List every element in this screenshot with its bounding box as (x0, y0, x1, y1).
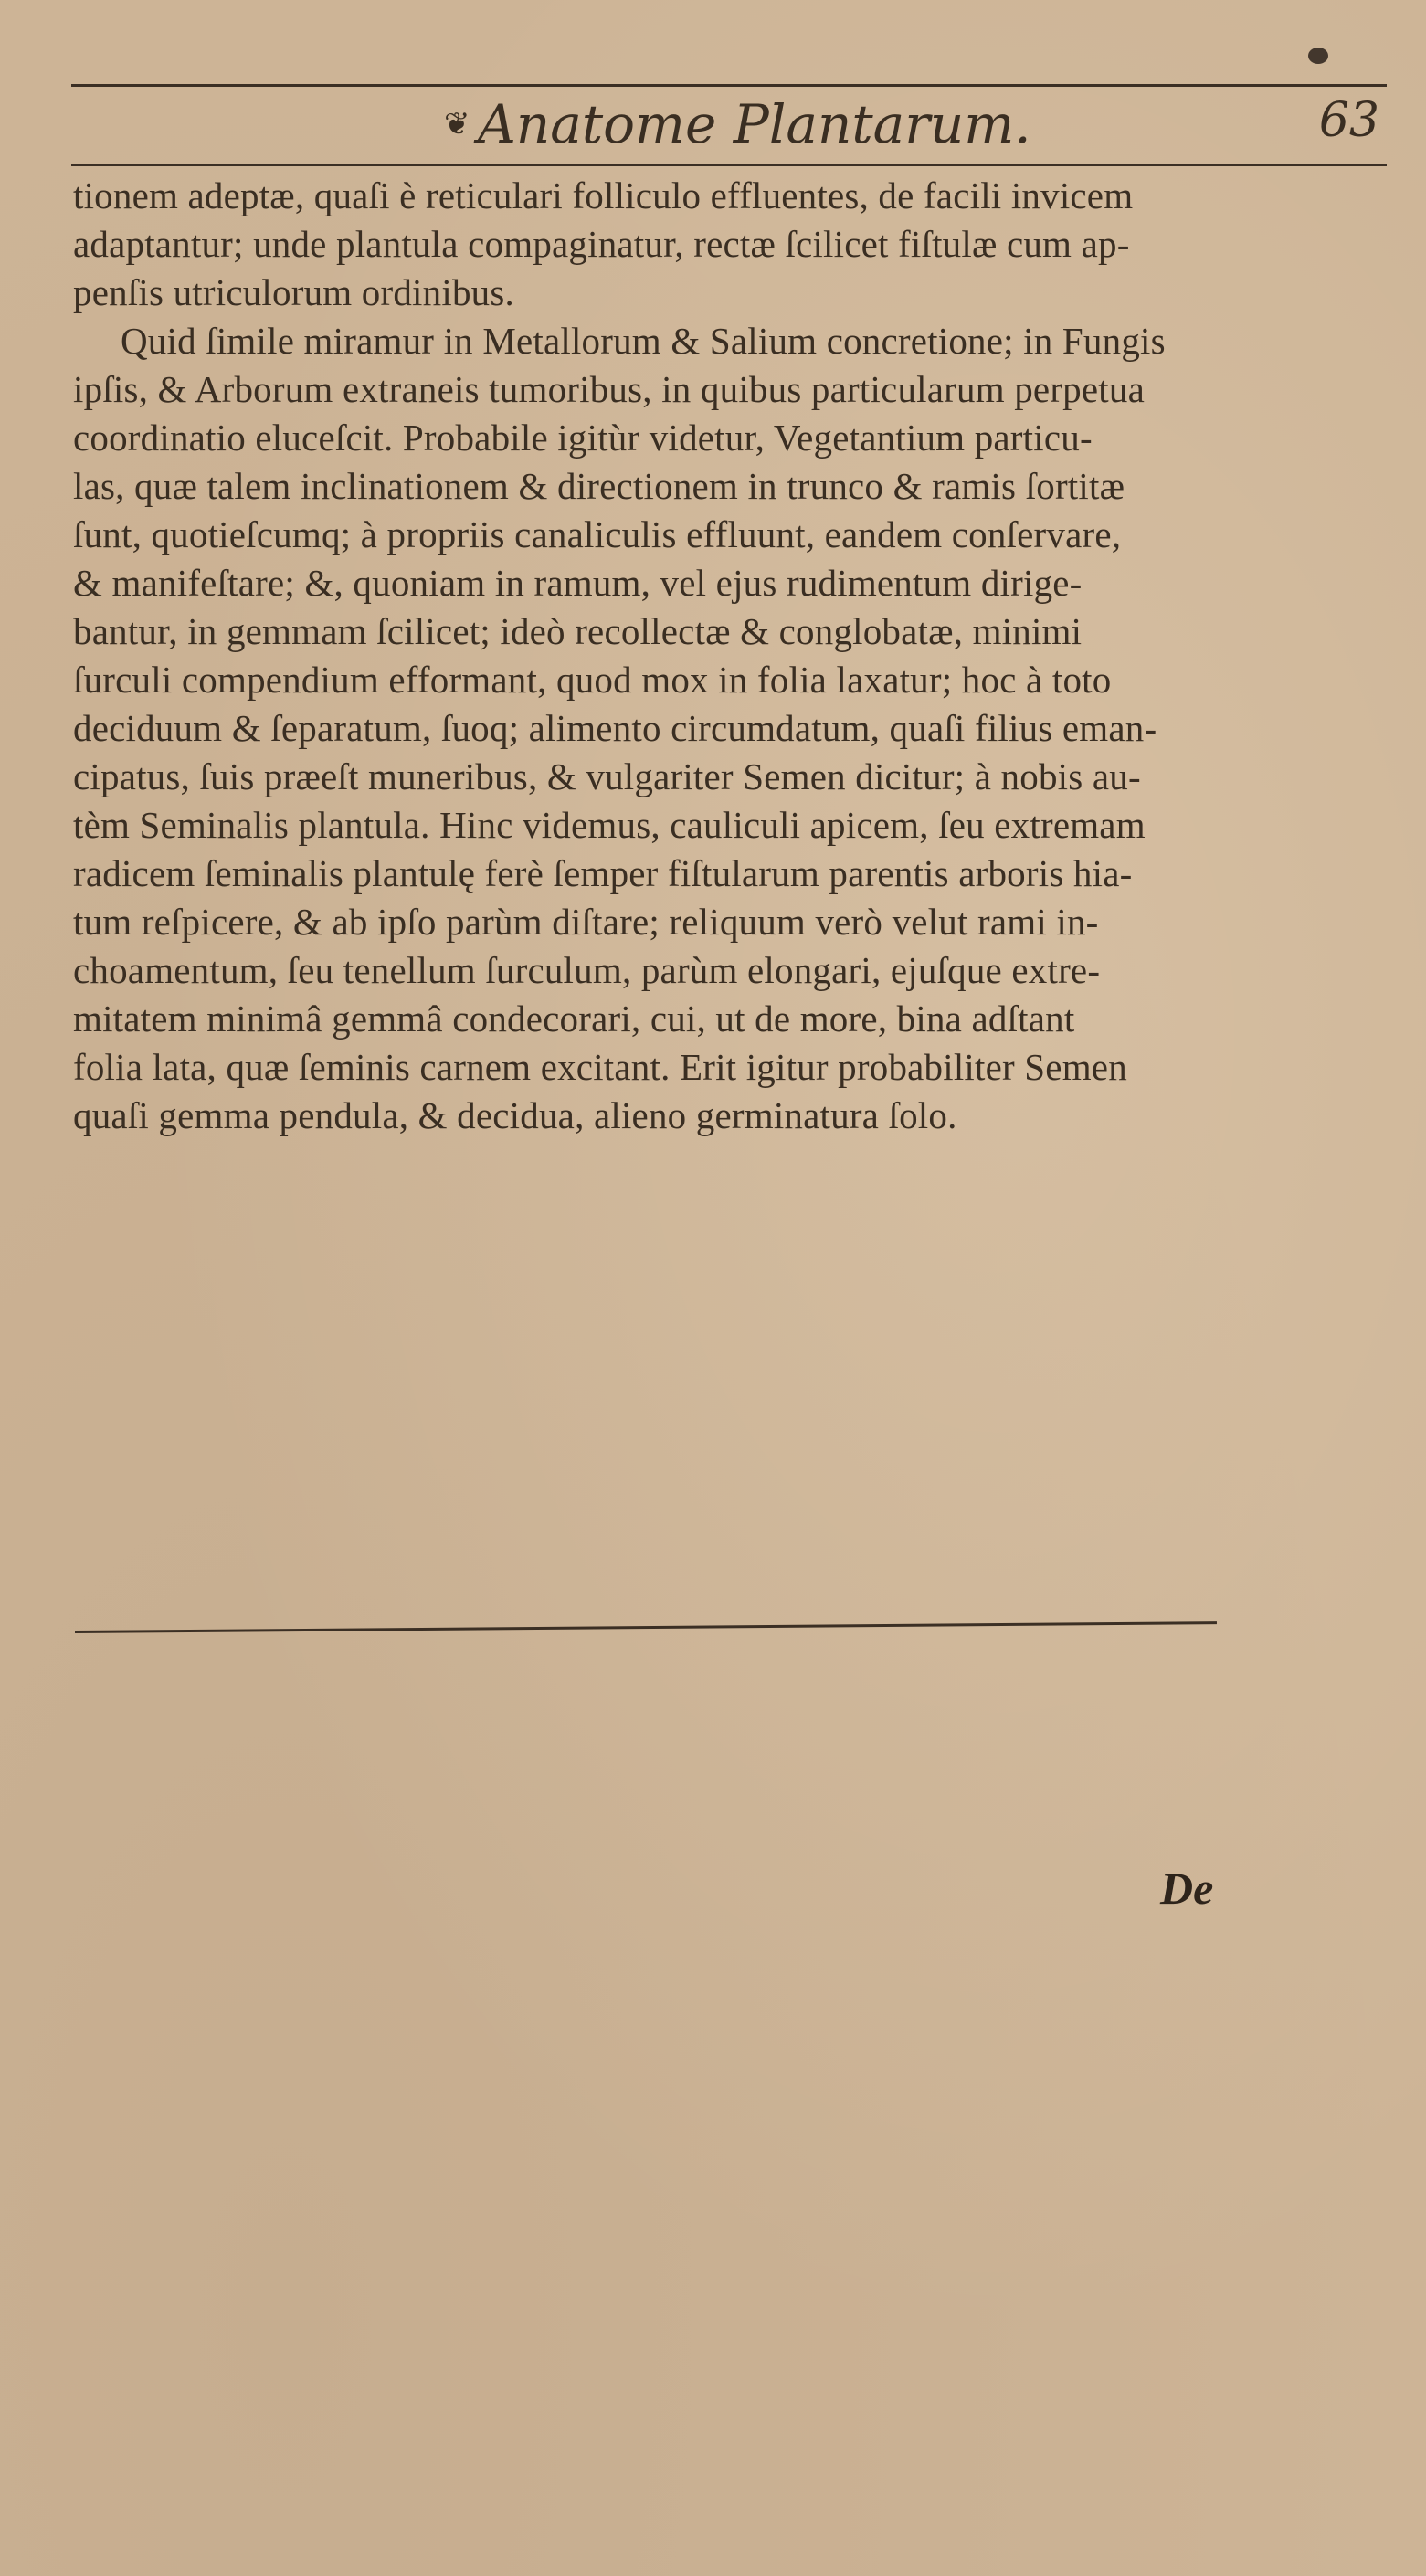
catchword: De (1160, 1863, 1214, 1914)
header-bottom-rule (71, 164, 1387, 166)
text-line: adaptantur; unde plantula compaginatur, rectæ ſcilicet fiſtulæ cum ap- (73, 223, 1130, 265)
body-text (73, 172, 1242, 1140)
text-line: penſis utriculorum ordinibus. (73, 271, 514, 313)
text-line: tèm Seminalis plantula. Hinc videmus, cauliculi apicem, ſeu extremam (73, 804, 1146, 846)
text-line: tionem adeptæ, quaſi è reticulari folliculo effluentes, de facili invicem (73, 174, 1134, 216)
text-line: Quid ſimile miramur in Metallorum & Salium concretione; in Fungis (121, 320, 1166, 362)
text-line: folia lata, quæ ſeminis carnem excitant. Erit igitur probabiliter Semen (73, 1046, 1127, 1088)
running-head (71, 88, 1387, 161)
fleuron-icon: ❦ (444, 106, 470, 143)
text-line: deciduum & ſeparatum, ſuoq; alimento circumdatum, quaſi filius eman- (73, 707, 1157, 749)
text-line: ſunt, quotieſcumq; à propriis canaliculis effluunt, eandem conſervare, (73, 513, 1122, 555)
text-line: las, quæ talem inclinationem & directionem in trunco & ramis ſortitæ (73, 465, 1125, 507)
text-line: ipſis, & Arborum extraneis tumoribus, in quibus particularum perpetua (73, 368, 1145, 410)
text-line: mitatem minimâ gemmâ condecorari, cui, ut de more, bina adſtant (73, 998, 1075, 1040)
text-line: & manifeſtare; &, quoniam in ramum, vel ejus rudimentum dirige- (73, 562, 1083, 604)
text-line: cipatus, ſuis præeſt muneribus, & vulgariter Semen dicitur; à nobis au- (73, 755, 1141, 797)
page-number: 63 (1318, 93, 1379, 148)
text-line: quaſi gemma pendula, & decidua, alieno germinatura ſolo. (73, 1094, 957, 1136)
text-line: radicem ſeminalis plantulę ferè ſemper fiſtularum parentis arboris hia- (73, 852, 1133, 894)
text-line: bantur, in gemmam ſcilicet; ideò recollectæ & conglobatæ, minimi (73, 610, 1083, 652)
text-line: tum reſpicere, & ab ipſo parùm diſtare; reliquum verò velut rami in- (73, 901, 1099, 943)
section-end-rule (75, 1621, 1217, 1633)
header-top-rule (71, 84, 1387, 87)
text-line: ſurculi compendium efformant, quod mox in folia laxatur; hoc à toto (73, 659, 1112, 701)
ink-blot (1308, 48, 1328, 64)
running-head-title: Anatome Plantarum. (478, 93, 1031, 155)
text-line: coordinatio eluceſcit. Probabile igitùr videtur, Vegetantium particu- (73, 417, 1093, 459)
text-line: choamentum, ſeu tenellum ſurculum, parùm elongari, ejuſque extre- (73, 949, 1101, 991)
